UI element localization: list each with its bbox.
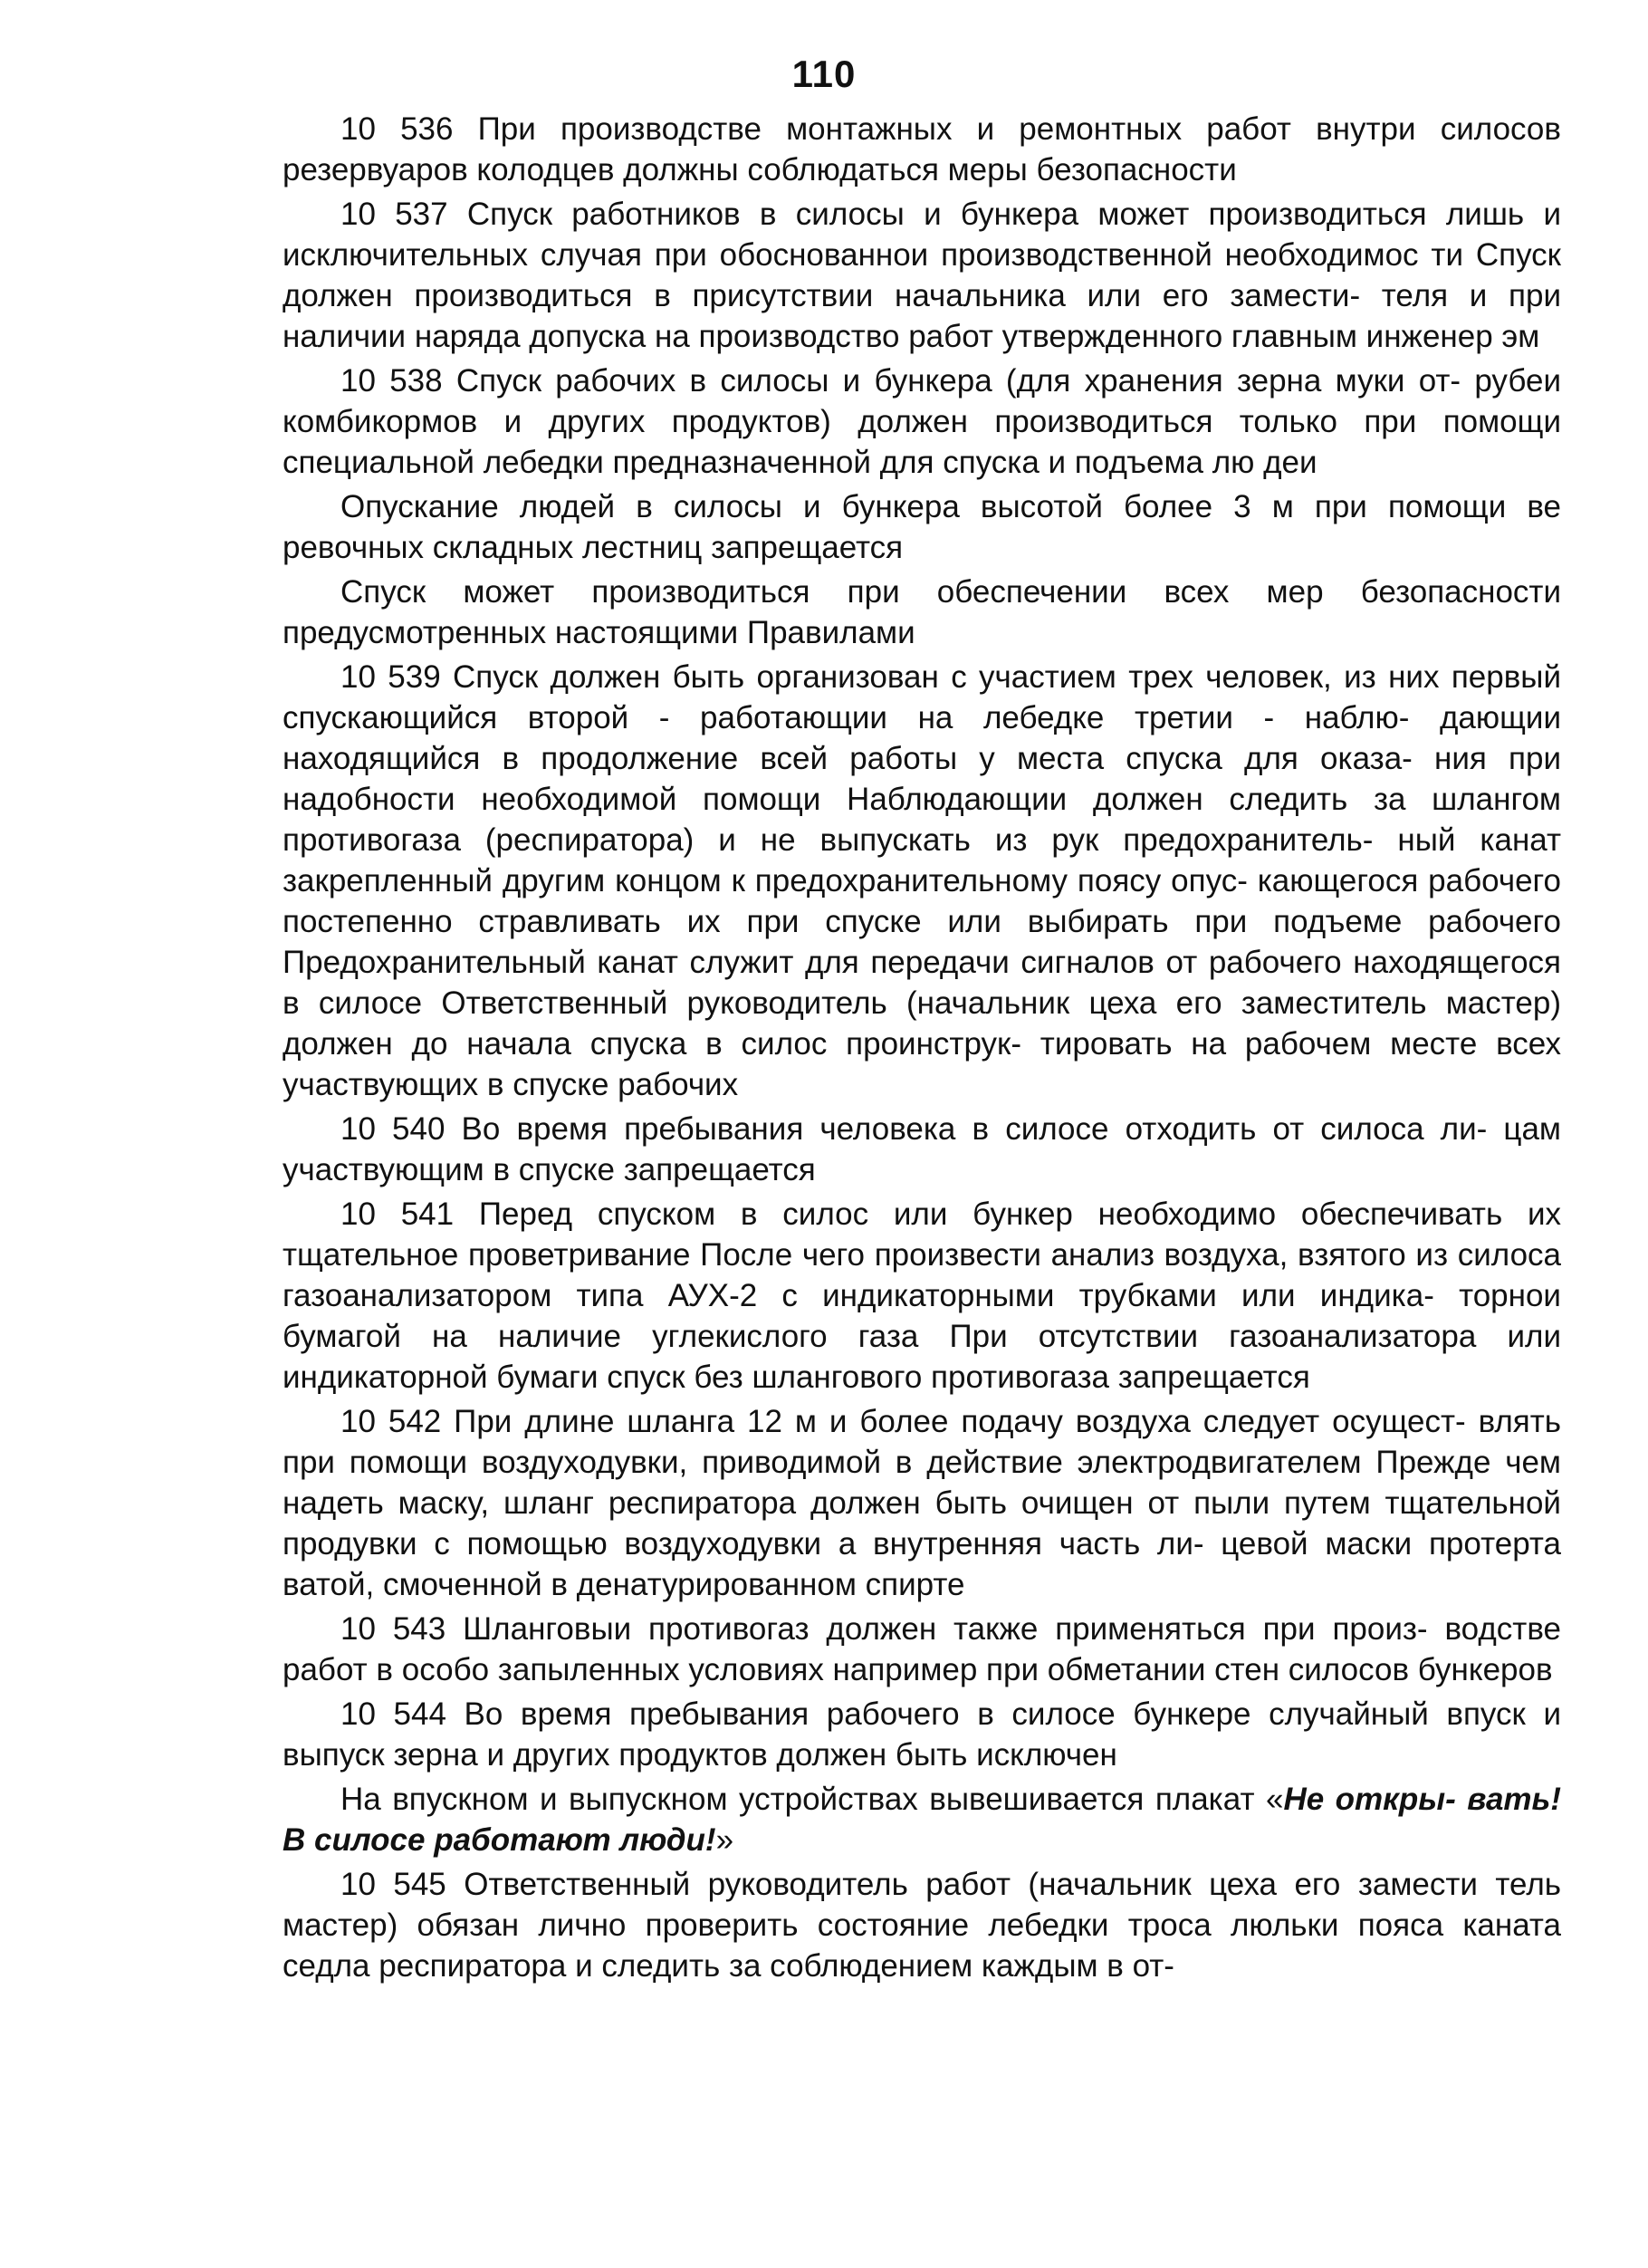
paragraph-10-544: 10 544 Во время пребывания рабочего в силосе бункере случайный впуск и выпуск зерна и других продуктов должен быть исключен <box>283 1696 1561 1773</box>
paragraph-10-540: 10 540 Во время пребывания человека в силосе отходить от силоса ли- цам участвующим в спуске запрещается <box>283 1111 1561 1187</box>
page-number: 110 <box>791 53 857 95</box>
paragraph-10-545: 10 545 Ответственный руководитель работ (начальник цеха его замести тель мастер) обязан лично проверить состояние лебедки троса люльки пояса каната седла респиратора и следить за соблюдением каждым в от- <box>283 1867 1561 1984</box>
paragraph-poster-notice <box>283 1779 1561 1860</box>
paragraph-10-538: 10 538 Спуск рабочих в силосы и бункера (для хранения зерна муки от- рубеи комбикормов и других продуктов) должен производиться только при помощи специальной лебедки предназначенной для спуска и подъема лю деи <box>283 363 1561 480</box>
poster-lead-text: На впускном и выпускном устройствах вывешивается плакат « <box>340 1782 1284 1817</box>
paragraph-10-542: 10 542 При длине шланга 12 м и более подачу воздуха следует осущест- влять при помощи воздуходувки, приводимой в действие электродвигателем Прежде чем надеть маску, шланг респиратора должен быть очищен от пыли путем тщательной продувки с помощью воздуходувки а внутренняя часть ли- цевой маски протерта ватой, смоченной в денатурированном спирте <box>283 1404 1561 1602</box>
poster-trail-text: » <box>715 1822 734 1858</box>
paragraph-10-537: 10 537 Спуск работников в силосы и бункера может производиться лишь и исключительных случая при обоснованнои производственной необходимос ти Спуск должен производиться в присутствии начальника или его замести- теля и при наличии наряда допуска на производство работ утвержденного главным инженер эм <box>283 197 1561 354</box>
paragraph-ladder-prohibition: Опускание людей в силосы и бункера высотой более 3 м при помощи ве ревочных складных лестниц запрещается <box>283 489 1561 565</box>
poster-warning-text: Не откры- вать! В силосе работают люди! <box>283 1782 1561 1858</box>
document-body <box>283 109 1561 1990</box>
paragraph-safety-measures: Спуск может производиться при обеспечении всех мер безопасности предусмотренных настоящими Правилами <box>283 574 1561 650</box>
paragraph-10-539: 10 539 Спуск должен быть организован с участием трех человек, из них первый спускающийся второй - работающии на лебедке третии - наблю- дающии находящийся в продолжение всей работы у места спуска для оказа- ния при надобности необходимой помощи Наблюдающии должен следить за шлангом противогаза (респиратора) и не выпускать из рук предохранитель- ный канат закрепленный другим концом к предохранительному поясу опус- кающегося рабочего постепенно стравливать их при спуске или выбирать при подъеме рабочего Предохранительный канат служит для передачи сигналов от рабочего находящегося в силосе Ответственный руководитель (начальник цеха его заместитель мастер) должен до начала спуска в силос проинструк- тировать на рабочем месте всех участвующих в спуске рабочих <box>283 659 1561 1102</box>
paragraph-10-536: 10 536 При производстве монтажных и ремонтных работ внутри силосов резервуаров колодцев должны соблюдаться меры безопасности <box>283 111 1561 187</box>
paragraph-10-543: 10 543 Шланговыи противогаз должен также применяться при произ- водстве работ в особо запыленных условиях например при обметании стен силосов бункеров <box>283 1611 1561 1687</box>
paragraph-10-541: 10 541 Перед спуском в силос или бункер необходимо обеспечивать их тщательное проветривание После чего произвести анализ воздуха, взятого из силоса газоанализатором типа АУХ-2 с индикаторными трубками или индика- торнои бумагой на наличие углекислого газа При отсутствии газоанализатора или индикаторной бумаги спуск без шлангового противогаза запрещается <box>283 1196 1561 1395</box>
